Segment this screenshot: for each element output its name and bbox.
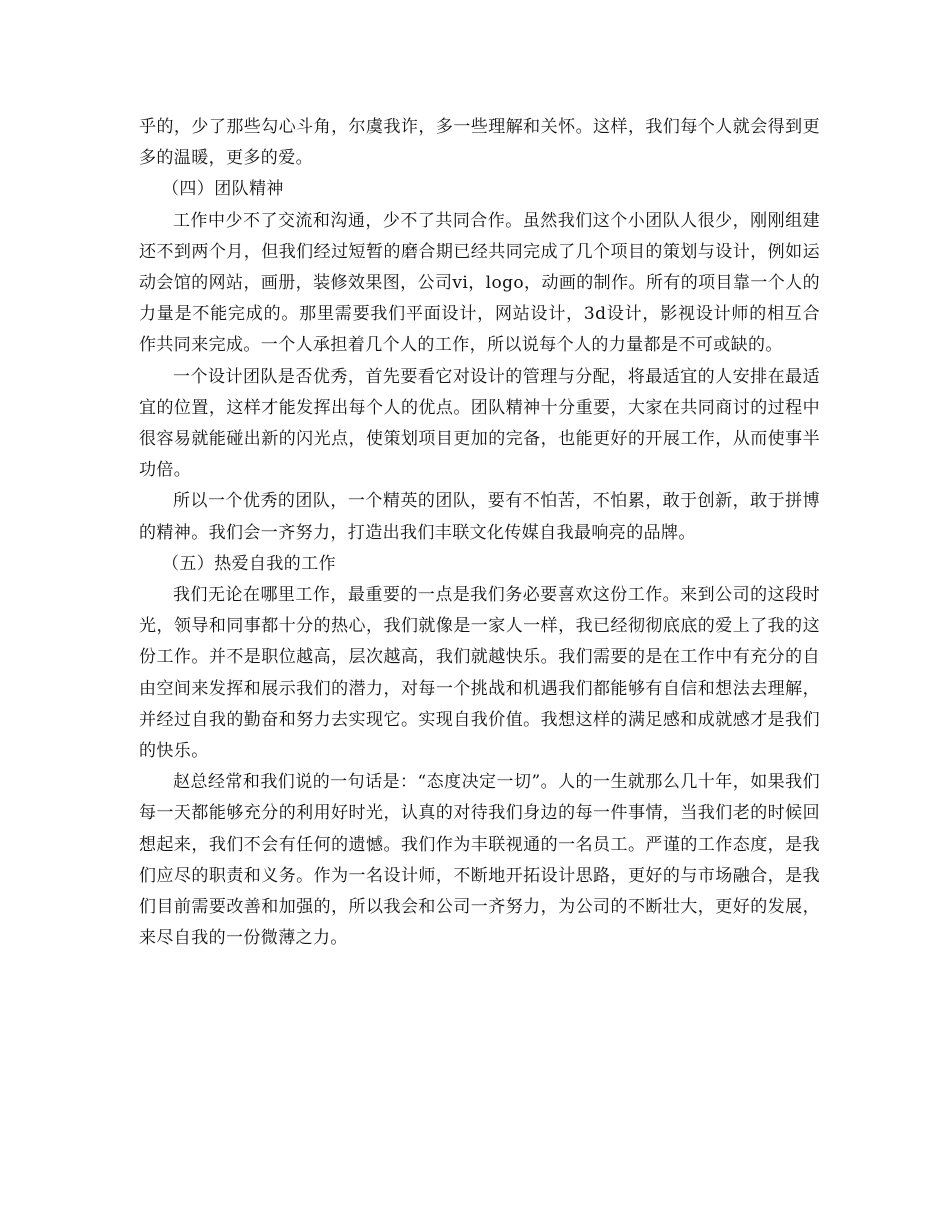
paragraph-continued: 乎的，少了那些勾心斗角，尔虞我诈，多一些理解和关怀。这样，我们每个人就会得到更多的温暖，更多的爱。 [139, 117, 820, 169]
section-heading-love-work: （五）热爱自我的工作 [162, 553, 336, 574]
document-body [139, 112, 820, 954]
paragraph-attitude: 赵总经常和我们说的一句话是：“态度决定一切”。人的一生就那么几十年，如果我们每一天都能够充分的利用好时光，认真的对待我们身边的每一件事情，当我们老的时候回想起来，我们不会有任何的遗憾。我们作为丰联视通的一名员工。严谨的工作态度，是我们应尽的职责和义务。作为一名设计师，不断地开拓设计思路，更好的与市场融合，是我们目前需要改善和加强的，所以我会和公司一齐努力，为公司的不断壮大，更好的发展，来尽自我的一份微薄之力。 [139, 772, 820, 949]
paragraph-design-team: 一个设计团队是否优秀，首先要看它对设计的管理与分配，将最适宜的人安排在最适宜的位置，这样才能发挥出每个人的优点。团队精神十分重要，大家在共同商讨的过程中很容易就能碰出新的闪光点，使策划项目更加的完备，也能更好的开展工作，从而使事半功倍。 [139, 366, 820, 481]
section-heading-team-spirit: （四）团队精神 [162, 179, 284, 200]
paragraph-team-cooperation: 工作中少不了交流和沟通，少不了共同合作。虽然我们这个小团队人很少，刚刚组建还不到两个月，但我们经过短暂的磨合期已经共同完成了几个项目的策划与设计，例如运动会馆的网站，画册，装修效果图，公司vi，logo，动画的制作。所有的项目靠一个人的力量是不能完成的。那里需要我们平面设计，网站设计，3d设计，影视设计师的相互合作共同来完成。一个人承担着几个人的工作，所以说每个人的力量都是不可或缺的。 [139, 210, 820, 356]
paragraph-like-work: 我们无论在哪里工作，最重要的一点是我们务必要喜欢这份工作。来到公司的这段时光，领导和同事都十分的热心，我们就像是一家人一样，我已经彻彻底底的爱上了我的这份工作。并不是职位越高，层次越高，我们就越快乐。我们需要的是在工作中有充分的自由空间来发挥和展示我们的潜力，对每一个挑战和机遇我们都能够有自信和想法去理解，并经过自我的勤奋和努力去实现它。实现自我价值。我想这样的满足感和成就感才是我们的快乐。 [139, 585, 820, 762]
paragraph-excellent-team: 所以一个优秀的团队，一个精英的团队，要有不怕苦，不怕累，敢于创新，敢于拼博的精神。我们会一齐努力，打造出我们丰联文化传媒自我最响亮的品牌。 [139, 491, 820, 543]
